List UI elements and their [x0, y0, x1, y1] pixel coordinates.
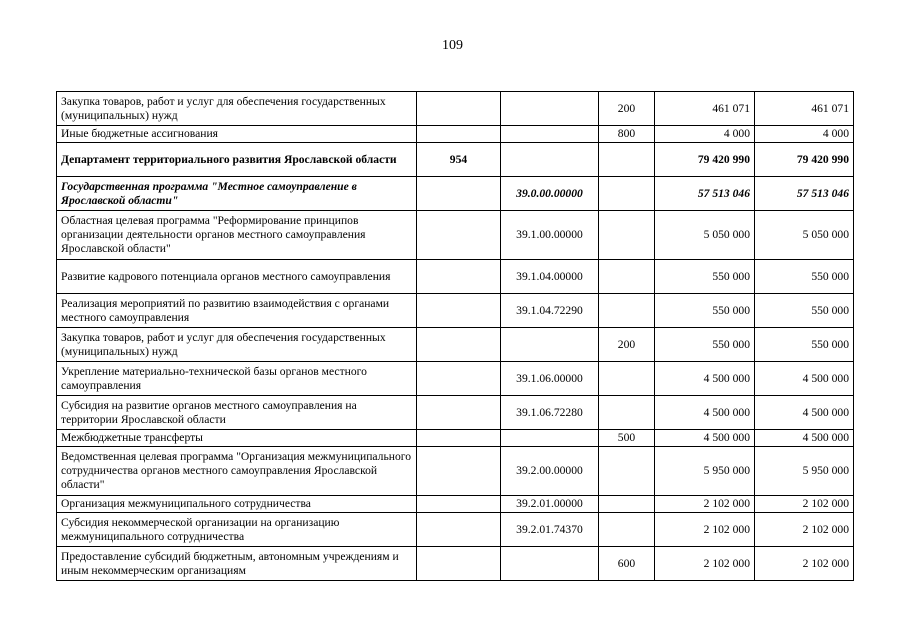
row-amount-2-cell: 550 000 — [755, 294, 854, 328]
row-dept-cell — [417, 447, 501, 496]
row-name-cell: Организация межмуниципального сотрудничества — [57, 496, 417, 513]
row-type-cell: 200 — [599, 92, 655, 126]
row-amount-1-cell: 4 000 — [655, 126, 755, 143]
table-row — [57, 177, 854, 211]
row-dept-cell — [417, 177, 501, 211]
row-code-cell: 39.1.00.00000 — [501, 211, 599, 260]
table-row — [57, 496, 854, 513]
table-row — [57, 396, 854, 430]
row-type-cell: 800 — [599, 126, 655, 143]
row-type-cell — [599, 362, 655, 396]
row-code-cell: 39.2.01.74370 — [501, 513, 599, 547]
row-amount-2-cell: 550 000 — [755, 260, 854, 294]
row-code-cell — [501, 547, 599, 581]
table-row — [57, 260, 854, 294]
row-code-cell: 39.1.06.00000 — [501, 362, 599, 396]
row-amount-1-cell: 4 500 000 — [655, 396, 755, 430]
row-amount-2-cell: 2 102 000 — [755, 496, 854, 513]
row-amount-1-cell: 550 000 — [655, 328, 755, 362]
row-code-cell: 39.2.00.00000 — [501, 447, 599, 496]
row-name-cell: Развитие кадрового потенциала органов местного самоуправления — [57, 260, 417, 294]
row-name-cell: Межбюджетные трансферты — [57, 430, 417, 447]
row-amount-2-cell: 5 050 000 — [755, 211, 854, 260]
table-row — [57, 126, 854, 143]
row-name-cell: Иные бюджетные ассигнования — [57, 126, 417, 143]
row-amount-1-cell: 2 102 000 — [655, 513, 755, 547]
row-code-cell: 39.1.06.72280 — [501, 396, 599, 430]
table-row — [57, 447, 854, 496]
row-type-cell: 600 — [599, 547, 655, 581]
row-name-cell: Государственная программа "Местное самоуправление в Ярославской области" — [57, 177, 417, 211]
table-row — [57, 294, 854, 328]
table-row — [57, 328, 854, 362]
row-code-cell — [501, 328, 599, 362]
row-code-cell: 39.0.00.00000 — [501, 177, 599, 211]
row-dept-cell — [417, 126, 501, 143]
row-dept-cell — [417, 92, 501, 126]
row-amount-1-cell: 5 950 000 — [655, 447, 755, 496]
table-body — [57, 92, 854, 581]
row-type-cell — [599, 496, 655, 513]
row-amount-1-cell: 79 420 990 — [655, 143, 755, 177]
row-type-cell — [599, 396, 655, 430]
row-name-cell: Укрепление материально-технической базы органов местного самоуправления — [57, 362, 417, 396]
table-row — [57, 143, 854, 177]
row-code-cell — [501, 92, 599, 126]
row-amount-2-cell: 4 500 000 — [755, 396, 854, 430]
row-amount-1-cell: 2 102 000 — [655, 496, 755, 513]
row-code-cell — [501, 126, 599, 143]
row-type-cell — [599, 177, 655, 211]
row-dept-cell — [417, 430, 501, 447]
row-name-cell: Закупка товаров, работ и услуг для обеспечения государственных (муниципальных) нужд — [57, 328, 417, 362]
row-name-cell: Предоставление субсидий бюджетным, автономным учреждениям и иным некоммерческим организациям — [57, 547, 417, 581]
row-dept-cell — [417, 513, 501, 547]
table-row — [57, 362, 854, 396]
row-type-cell — [599, 294, 655, 328]
row-amount-1-cell: 57 513 046 — [655, 177, 755, 211]
row-amount-2-cell: 2 102 000 — [755, 547, 854, 581]
row-code-cell: 39.1.04.72290 — [501, 294, 599, 328]
row-code-cell: 39.1.04.00000 — [501, 260, 599, 294]
row-amount-2-cell: 2 102 000 — [755, 513, 854, 547]
row-dept-cell — [417, 294, 501, 328]
row-dept-cell — [417, 496, 501, 513]
row-amount-2-cell: 550 000 — [755, 328, 854, 362]
budget-table — [56, 91, 854, 581]
row-name-cell: Ведомственная целевая программа "Организация межмуниципального сотрудничества органов местного самоуправления Ярославской области" — [57, 447, 417, 496]
row-amount-2-cell: 79 420 990 — [755, 143, 854, 177]
row-name-cell: Областная целевая программа "Реформирование принципов организации деятельности органов местного самоуправления Ярославской области" — [57, 211, 417, 260]
row-amount-2-cell: 57 513 046 — [755, 177, 854, 211]
row-dept-cell — [417, 260, 501, 294]
row-type-cell — [599, 447, 655, 496]
row-amount-1-cell: 2 102 000 — [655, 547, 755, 581]
row-type-cell — [599, 513, 655, 547]
row-amount-2-cell: 461 071 — [755, 92, 854, 126]
row-amount-2-cell: 5 950 000 — [755, 447, 854, 496]
row-code-cell — [501, 430, 599, 447]
row-amount-2-cell: 4 500 000 — [755, 430, 854, 447]
row-dept-cell — [417, 328, 501, 362]
row-type-cell: 200 — [599, 328, 655, 362]
row-amount-2-cell: 4 500 000 — [755, 362, 854, 396]
row-dept-cell — [417, 211, 501, 260]
table-row — [57, 513, 854, 547]
row-type-cell — [599, 260, 655, 294]
table-row — [57, 430, 854, 447]
row-name-cell: Субсидия на развитие органов местного самоуправления на территории Ярославской области — [57, 396, 417, 430]
row-name-cell: Закупка товаров, работ и услуг для обеспечения государственных (муниципальных) нужд — [57, 92, 417, 126]
row-code-cell — [501, 143, 599, 177]
row-amount-1-cell: 550 000 — [655, 294, 755, 328]
row-amount-1-cell: 4 500 000 — [655, 430, 755, 447]
row-dept-cell — [417, 362, 501, 396]
page-number: 109 — [442, 38, 463, 53]
row-dept-cell: 954 — [417, 143, 501, 177]
row-dept-cell — [417, 396, 501, 430]
row-amount-1-cell: 4 500 000 — [655, 362, 755, 396]
table-row — [57, 547, 854, 581]
row-type-cell: 500 — [599, 430, 655, 447]
row-amount-2-cell: 4 000 — [755, 126, 854, 143]
row-dept-cell — [417, 547, 501, 581]
row-amount-1-cell: 5 050 000 — [655, 211, 755, 260]
table-row — [57, 211, 854, 260]
row-amount-1-cell: 461 071 — [655, 92, 755, 126]
row-name-cell: Субсидия некоммерческой организации на организацию межмуниципального сотрудничества — [57, 513, 417, 547]
row-type-cell — [599, 143, 655, 177]
row-name-cell: Департамент территориального развития Ярославской области — [57, 143, 417, 177]
row-type-cell — [599, 211, 655, 260]
table-row — [57, 92, 854, 126]
row-amount-1-cell: 550 000 — [655, 260, 755, 294]
row-name-cell: Реализация мероприятий по развитию взаимодействия с органами местного самоуправления — [57, 294, 417, 328]
row-code-cell: 39.2.01.00000 — [501, 496, 599, 513]
